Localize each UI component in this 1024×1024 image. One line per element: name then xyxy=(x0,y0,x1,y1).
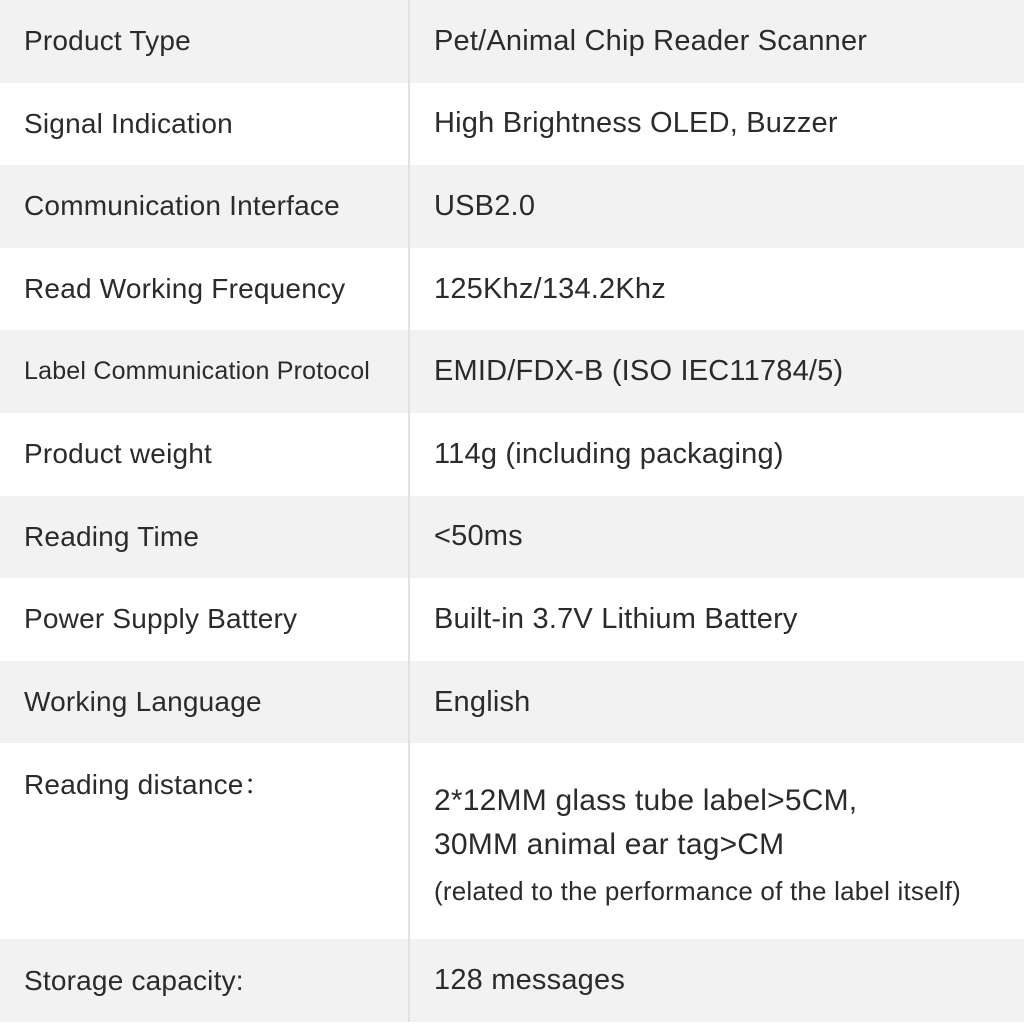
spec-value: EMID/FDX-B (ISO IEC11784/5) xyxy=(434,355,844,388)
spec-label: Storage capacity: xyxy=(0,939,410,1022)
spec-label: Signal Indication xyxy=(0,83,410,166)
table-row xyxy=(0,330,1024,413)
spec-label: Communication Interface xyxy=(0,165,410,248)
spec-value: English xyxy=(434,685,531,718)
spec-value-line: 2*12MM glass tube label>5CM, xyxy=(434,784,858,818)
spec-value: 128 messages xyxy=(434,964,626,997)
spec-label: Reading Time xyxy=(0,496,410,579)
spec-value-note: (related to the performance of the label itself) xyxy=(434,876,961,907)
table-row xyxy=(0,939,1024,1022)
table-row xyxy=(0,83,1024,166)
table-row xyxy=(0,165,1024,248)
spec-label: Product Type xyxy=(0,0,410,83)
spec-value: 114g (including packaging) xyxy=(434,437,784,470)
spec-label: Product weight xyxy=(0,413,410,496)
spec-value: <50ms xyxy=(434,520,523,553)
table-row xyxy=(0,248,1024,331)
spec-value: 125Khz/134.2Khz xyxy=(434,272,666,305)
table-row xyxy=(0,496,1024,579)
spec-value: High Brightness OLED, Buzzer xyxy=(434,107,838,140)
spec-value-line: 30MM animal ear tag>CM xyxy=(434,828,785,862)
spec-value: Pet/Animal Chip Reader Scanner xyxy=(434,24,868,57)
table-row xyxy=(0,661,1024,744)
table-row xyxy=(0,743,1024,939)
table-row xyxy=(0,578,1024,661)
table-row xyxy=(0,0,1024,83)
spec-value xyxy=(410,743,1024,939)
spec-value: USB2.0 xyxy=(434,189,536,222)
spec-label: Working Language xyxy=(0,661,410,744)
spec-label: Label Communication Protocol xyxy=(0,330,410,413)
spec-value: Built-in 3.7V Lithium Battery xyxy=(434,602,798,635)
spec-label: Read Working Frequency xyxy=(0,248,410,331)
spec-label: Reading distance： xyxy=(0,743,410,939)
table-row xyxy=(0,413,1024,496)
spec-label: Power Supply Battery xyxy=(0,578,410,661)
